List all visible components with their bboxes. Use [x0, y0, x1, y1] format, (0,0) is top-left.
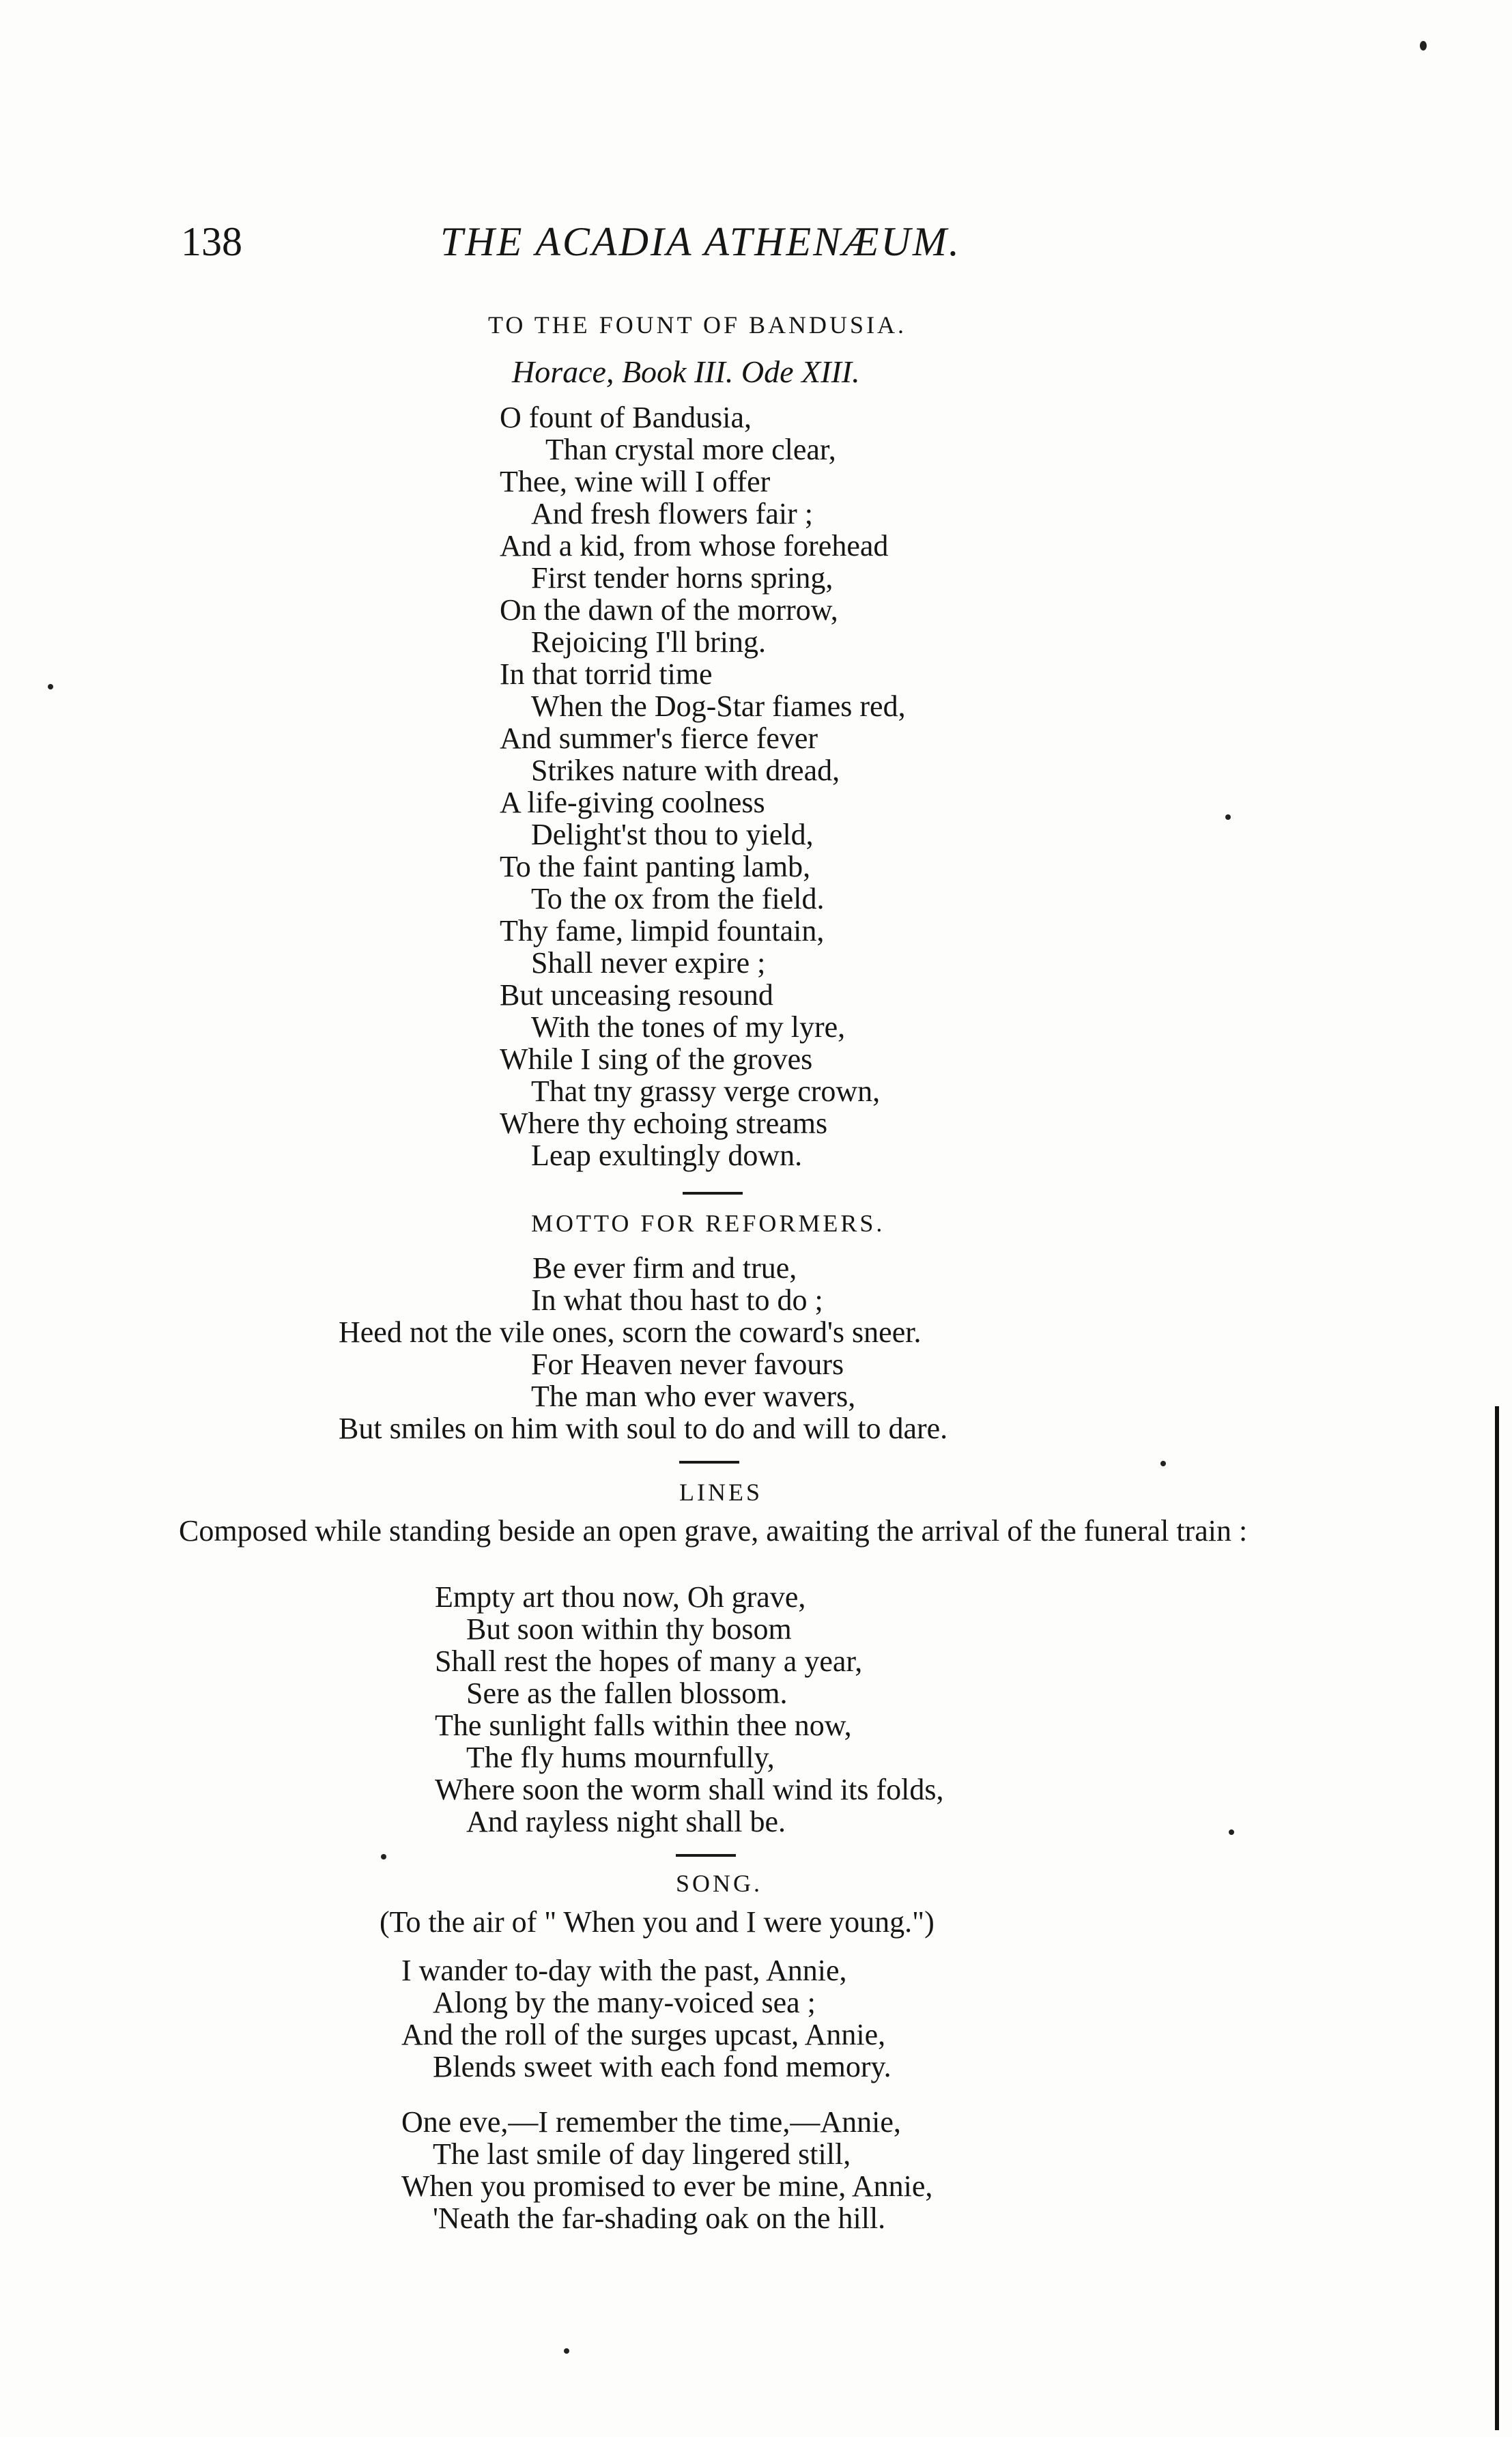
- poem-line: Along by the many-voiced sea ;: [433, 1986, 816, 2019]
- poem-line: Shall never expire ;: [531, 946, 766, 980]
- poem-line: First tender horns spring,: [531, 561, 833, 595]
- fount-subtitle: Horace, Book III. Ode XIII.: [512, 354, 860, 389]
- poem-line: Thee, wine will I offer: [500, 465, 771, 498]
- poem-line: A life-giving coolness: [500, 786, 765, 819]
- poem-line: Blends sweet with each fond memory.: [433, 2050, 891, 2083]
- motto-line: The man who ever wavers,: [531, 1380, 856, 1413]
- poem-line: Thy fame, limpid fountain,: [500, 914, 825, 947]
- scan-speck: [564, 2348, 569, 2354]
- motto-line: Heed not the vile ones, scorn the coward's sneer.: [339, 1315, 922, 1349]
- poem-line: 'Neath the far-shading oak on the hill.: [433, 2201, 886, 2235]
- running-title: THE ACADIA ATHENÆUM.: [440, 219, 961, 264]
- motto-line: But smiles on him with soul to do and will to dare.: [339, 1412, 948, 1445]
- poem-line: But soon within thy bosom: [466, 1612, 792, 1646]
- poem-line: Where thy echoing streams: [500, 1107, 828, 1140]
- scan-speck: [48, 684, 53, 689]
- scan-speck: [1420, 41, 1427, 51]
- poem-line: The fly hums mournfully,: [466, 1741, 775, 1774]
- poem-line: I wander to-day with the past, Annie,: [401, 1954, 847, 1987]
- poem-line: Delight'st thou to yield,: [531, 818, 814, 851]
- poem-line: In that torrid time: [500, 657, 713, 691]
- scan-speck: [1160, 1461, 1166, 1466]
- poem-line: While I sing of the groves: [500, 1042, 813, 1076]
- section-divider: [683, 1192, 743, 1195]
- song-title: SONG.: [676, 1870, 763, 1897]
- poem-line: And a kid, from whose forehead: [500, 529, 889, 562]
- scan-speck: [1225, 814, 1231, 820]
- poem-line: When you promised to ever be mine, Annie,: [401, 2169, 933, 2203]
- motto-line: In what thou hast to do ;: [531, 1283, 823, 1317]
- fount-poem: [500, 401, 906, 1171]
- poem-line: To the faint panting lamb,: [500, 850, 811, 883]
- poem-line: With the tones of my lyre,: [531, 1010, 846, 1044]
- song-stanza-1: [401, 1954, 891, 2083]
- motto-title: MOTTO FOR REFORMERS.: [531, 1210, 885, 1237]
- poem-line: And the roll of the surges upcast, Annie,: [401, 2018, 886, 2051]
- song-stanza-2: [401, 2106, 932, 2234]
- poem-line: O fount of Bandusia,: [500, 401, 752, 434]
- song-air-note: (To the air of " When you and I were young."): [380, 1905, 935, 1939]
- poem-line: The sunlight falls within thee now,: [435, 1709, 852, 1742]
- poem-line: Sere as the fallen blossom.: [466, 1677, 788, 1710]
- poem-line: When the Dog-Star fiames red,: [531, 689, 906, 723]
- scan-speck: [1229, 1829, 1234, 1835]
- poem-line: And fresh flowers fair ;: [531, 497, 813, 530]
- poem-line: But unceasing resound: [500, 978, 773, 1012]
- poem-line: To the ox from the field.: [531, 882, 825, 915]
- poem-line: Leap exultingly down.: [531, 1139, 803, 1172]
- page-number: 138: [181, 219, 242, 264]
- section-divider: [679, 1461, 739, 1464]
- poem-line: Strikes nature with dread,: [531, 754, 840, 787]
- motto-line: For Heaven never favours: [531, 1348, 844, 1381]
- fount-title: TO THE FOUNT OF BANDUSIA.: [488, 311, 907, 339]
- poem-line: That tny grassy verge crown,: [531, 1074, 881, 1108]
- lines-title: LINES: [679, 1479, 762, 1506]
- motto-line: Be ever firm and true,: [532, 1251, 797, 1285]
- poem-line: Where soon the worm shall wind its folds,: [435, 1773, 944, 1806]
- poem-line: And summer's fierce fever: [500, 722, 818, 755]
- poem-line: Shall rest the hopes of many a year,: [435, 1644, 863, 1678]
- poem-line: The last smile of day lingered still,: [433, 2137, 851, 2171]
- poem-line: Rejoicing I'll bring.: [531, 625, 766, 659]
- lines-poem: [435, 1581, 943, 1838]
- scan-speck: [381, 1854, 386, 1859]
- section-divider: [676, 1854, 736, 1857]
- lines-intro: Composed while standing beside an open grave, awaiting the arrival of the funeral train :: [179, 1514, 1248, 1548]
- poem-line: Than crystal more clear,: [545, 433, 836, 466]
- poem-line: And rayless night shall be.: [466, 1805, 786, 1838]
- poem-line: On the dawn of the morrow,: [500, 593, 838, 627]
- poem-line: Empty art thou now, Oh grave,: [435, 1580, 806, 1614]
- poem-line: One eve,—I remember the time,—Annie,: [401, 2105, 901, 2139]
- page-edge-shadow: [1495, 1406, 1499, 2430]
